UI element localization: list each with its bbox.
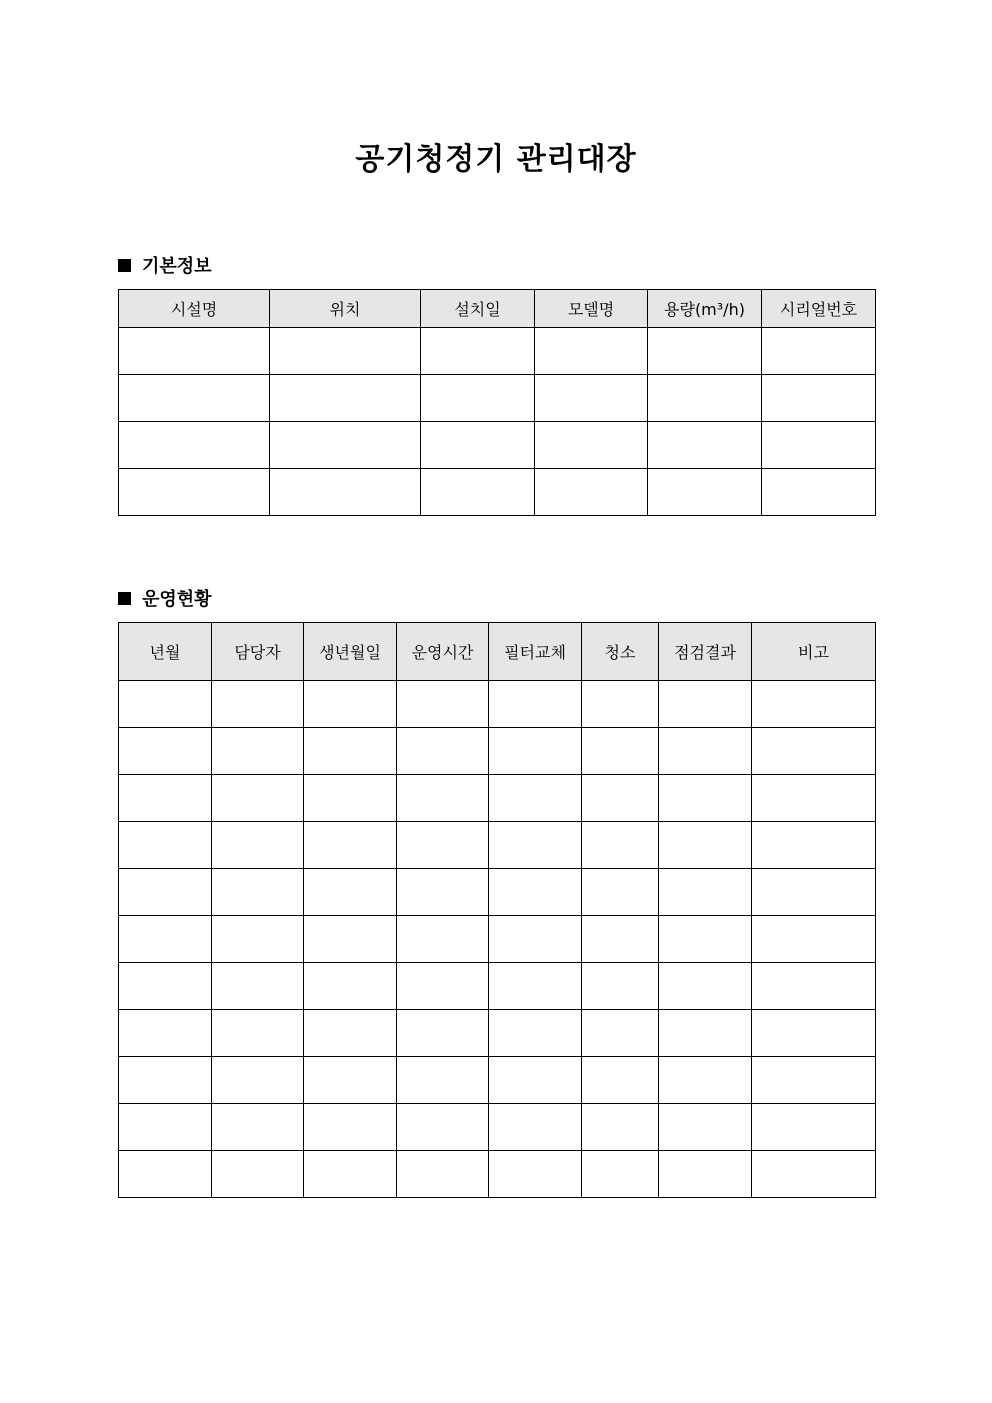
table-cell[interactable]	[659, 822, 752, 869]
table-cell[interactable]	[119, 775, 212, 822]
table-cell[interactable]	[489, 869, 582, 916]
table-row	[119, 1151, 876, 1198]
column-header: 년월	[119, 623, 212, 681]
table-cell[interactable]	[762, 328, 876, 375]
table-cell[interactable]	[489, 681, 582, 728]
table-row	[119, 822, 876, 869]
table-cell[interactable]	[397, 1010, 489, 1057]
table-row	[119, 1104, 876, 1151]
table-cell[interactable]	[212, 916, 304, 963]
table-row	[119, 916, 876, 963]
table-cell[interactable]	[648, 422, 762, 469]
table-cell[interactable]	[752, 1057, 876, 1104]
table-cell[interactable]	[659, 1010, 752, 1057]
table-cell[interactable]	[119, 1010, 212, 1057]
table-cell[interactable]	[119, 728, 212, 775]
table-cell[interactable]	[119, 681, 212, 728]
table-cell[interactable]	[304, 869, 397, 916]
table-cell[interactable]	[535, 469, 648, 516]
table-cell[interactable]	[752, 775, 876, 822]
column-header: 생년월일	[304, 623, 397, 681]
column-header: 위치	[270, 290, 421, 328]
table-cell[interactable]	[212, 1151, 304, 1198]
table-cell[interactable]	[489, 963, 582, 1010]
table-cell[interactable]	[752, 963, 876, 1010]
table-cell[interactable]	[304, 1057, 397, 1104]
table-row	[119, 422, 876, 469]
table-cell[interactable]	[119, 375, 270, 422]
table-cell[interactable]	[119, 1151, 212, 1198]
table-cell[interactable]	[397, 916, 489, 963]
column-header: 청소	[582, 623, 659, 681]
table-row	[119, 728, 876, 775]
column-header: 점검결과	[659, 623, 752, 681]
table-cell[interactable]	[659, 1057, 752, 1104]
table-header-row	[119, 623, 876, 681]
table-cell[interactable]	[212, 1057, 304, 1104]
table-cell[interactable]	[119, 422, 270, 469]
table-cell[interactable]	[582, 1010, 659, 1057]
table-cell[interactable]	[582, 728, 659, 775]
table-cell[interactable]	[270, 328, 421, 375]
table-cell[interactable]	[304, 963, 397, 1010]
table-cell[interactable]	[489, 775, 582, 822]
table-row	[119, 469, 876, 516]
table-cell[interactable]	[648, 328, 762, 375]
basic-info-table	[118, 289, 876, 516]
table-cell[interactable]	[212, 775, 304, 822]
table-cell[interactable]	[752, 1151, 876, 1198]
table-cell[interactable]	[270, 469, 421, 516]
table-cell[interactable]	[659, 869, 752, 916]
table-cell[interactable]	[535, 375, 648, 422]
table-cell[interactable]	[212, 681, 304, 728]
table-cell[interactable]	[659, 916, 752, 963]
table-cell[interactable]	[582, 869, 659, 916]
table-cell[interactable]	[752, 1010, 876, 1057]
table-cell[interactable]	[762, 422, 876, 469]
table-cell[interactable]	[119, 822, 212, 869]
table-cell[interactable]	[659, 728, 752, 775]
table-cell[interactable]	[535, 328, 648, 375]
table-cell[interactable]	[489, 1104, 582, 1151]
table-cell[interactable]	[270, 422, 421, 469]
column-header: 모델명	[535, 290, 648, 328]
table-cell[interactable]	[489, 822, 582, 869]
table-header-row	[119, 290, 876, 328]
column-header: 용량(m³/h)	[648, 290, 762, 328]
table-cell[interactable]	[397, 1057, 489, 1104]
page-title: 공기청정기 관리대장	[355, 142, 637, 177]
table-cell[interactable]	[752, 916, 876, 963]
table-cell[interactable]	[397, 775, 489, 822]
table-cell[interactable]	[421, 328, 535, 375]
table-cell[interactable]	[270, 375, 421, 422]
table-cell[interactable]	[304, 775, 397, 822]
section-heading-label: 운영현황	[142, 589, 212, 610]
table-cell[interactable]	[648, 469, 762, 516]
table-cell[interactable]	[752, 728, 876, 775]
table-cell[interactable]	[659, 681, 752, 728]
table-row	[119, 375, 876, 422]
table-cell[interactable]	[752, 869, 876, 916]
table-cell[interactable]	[212, 728, 304, 775]
table-cell[interactable]	[421, 375, 535, 422]
table-row	[119, 775, 876, 822]
table-cell[interactable]	[762, 375, 876, 422]
table-cell[interactable]	[304, 916, 397, 963]
table-cell[interactable]	[397, 728, 489, 775]
column-header: 담당자	[212, 623, 304, 681]
table-cell[interactable]	[659, 1151, 752, 1198]
table-cell[interactable]	[582, 681, 659, 728]
table-cell[interactable]	[212, 1104, 304, 1151]
square-bullet-icon	[118, 592, 131, 605]
table-cell[interactable]	[304, 1010, 397, 1057]
section-heading-operation-status	[118, 585, 212, 611]
table-cell[interactable]	[119, 328, 270, 375]
column-header: 필터교체	[489, 623, 582, 681]
column-header: 운영시간	[397, 623, 489, 681]
table-cell[interactable]	[762, 469, 876, 516]
table-row	[119, 963, 876, 1010]
table-cell[interactable]	[119, 1057, 212, 1104]
table-row	[119, 681, 876, 728]
table-cell[interactable]	[535, 422, 648, 469]
table-row	[119, 869, 876, 916]
table-cell[interactable]	[397, 963, 489, 1010]
table-cell[interactable]	[421, 422, 535, 469]
table-row	[119, 1010, 876, 1057]
table-cell[interactable]	[212, 822, 304, 869]
table-cell[interactable]	[582, 963, 659, 1010]
section-heading-label: 기본정보	[142, 256, 212, 277]
table-cell[interactable]	[304, 822, 397, 869]
table-cell[interactable]	[659, 1104, 752, 1151]
table-cell[interactable]	[752, 822, 876, 869]
table-cell[interactable]	[212, 963, 304, 1010]
table-cell[interactable]	[119, 1104, 212, 1151]
table-cell[interactable]	[119, 469, 270, 516]
table-cell[interactable]	[212, 869, 304, 916]
table-cell[interactable]	[489, 1057, 582, 1104]
table-cell[interactable]	[582, 775, 659, 822]
column-header: 시리얼번호	[762, 290, 876, 328]
table-cell[interactable]	[582, 916, 659, 963]
table-cell[interactable]	[304, 681, 397, 728]
square-bullet-icon	[118, 259, 131, 272]
table-cell[interactable]	[397, 822, 489, 869]
table-cell[interactable]	[489, 1151, 582, 1198]
column-header: 시설명	[119, 290, 270, 328]
column-header: 설치일	[421, 290, 535, 328]
operation-status-table	[118, 622, 876, 1198]
table-cell[interactable]	[648, 375, 762, 422]
table-cell[interactable]	[212, 1010, 304, 1057]
table-cell[interactable]	[582, 1057, 659, 1104]
column-header: 비고	[752, 623, 876, 681]
table-cell[interactable]	[397, 1104, 489, 1151]
table-cell[interactable]	[119, 916, 212, 963]
table-cell[interactable]	[119, 869, 212, 916]
table-cell[interactable]	[397, 869, 489, 916]
table-cell[interactable]	[489, 916, 582, 963]
table-cell[interactable]	[659, 963, 752, 1010]
table-cell[interactable]	[119, 963, 212, 1010]
table-cell[interactable]	[752, 1104, 876, 1151]
table-cell[interactable]	[421, 469, 535, 516]
table-cell[interactable]	[659, 775, 752, 822]
table-cell[interactable]	[304, 1151, 397, 1198]
table-cell[interactable]	[304, 728, 397, 775]
table-cell[interactable]	[582, 1104, 659, 1151]
table-cell[interactable]	[752, 681, 876, 728]
table-cell[interactable]	[304, 1104, 397, 1151]
table-cell[interactable]	[582, 1151, 659, 1198]
table-cell[interactable]	[489, 1010, 582, 1057]
table-cell[interactable]	[489, 728, 582, 775]
section-heading-basic-info	[118, 252, 212, 278]
table-cell[interactable]	[582, 822, 659, 869]
table-cell[interactable]	[397, 1151, 489, 1198]
table-row	[119, 328, 876, 375]
table-row	[119, 1057, 876, 1104]
table-cell[interactable]	[397, 681, 489, 728]
